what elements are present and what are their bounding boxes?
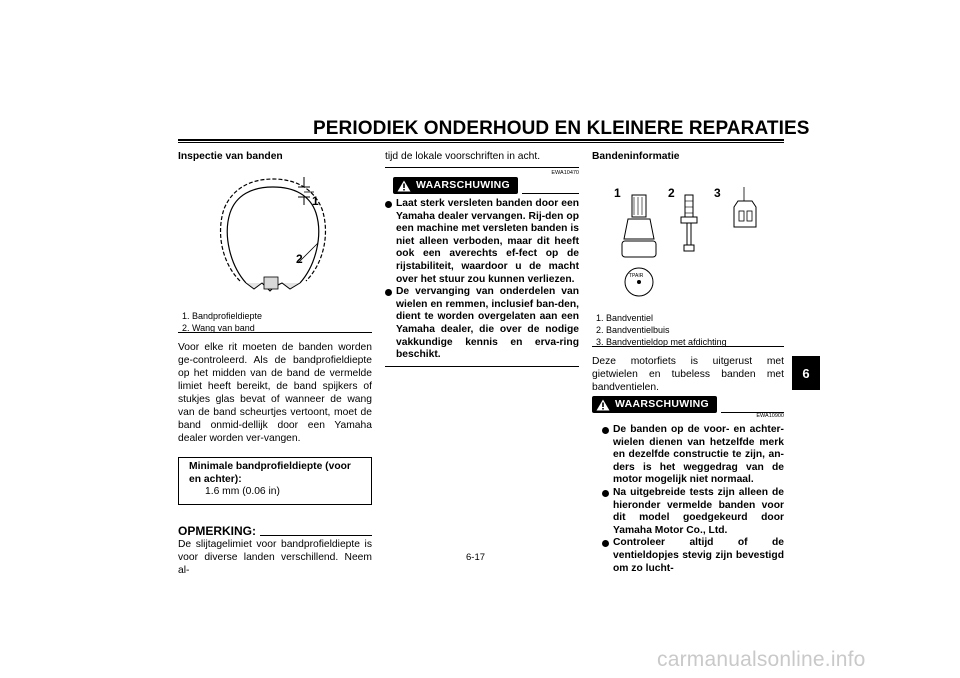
- figure-callout-3: 3: [714, 186, 721, 200]
- bullet-text: De banden op de voor- en achter-wielen dienen van hetzelfde merk en dezelfde constructie te zijn, an-ders is het weggedrag van de motor mogelijk niet normaal.: [613, 424, 784, 486]
- inspection-paragraph: Voor elke rit moeten de banden worden ge-controleerd. Als de bandprofieldiepte op het midden van de band de vermelde limiet heeft bereikt, de band spijkers of stukjes glas bevat of wanneer de wang van de band scheurtjes vertoont, moet de band onmid-dellijk door een Yamaha dealer worden ver-vangen.: [178, 342, 372, 444]
- warning-end-rule: [385, 366, 579, 367]
- page-number: 6-17: [466, 552, 486, 563]
- section-heading-tire-inspection: Inspectie van banden: [178, 151, 283, 162]
- warning-block: [592, 396, 784, 575]
- warning-bullets: [385, 198, 579, 362]
- figure-captions: [182, 310, 262, 340]
- note-heading: [178, 525, 372, 538]
- bullet-text: Na uitgebreide tests zijn alleen de hieronder vermelde banden voor dit model goedgekeurd door Yamaha Motor Co., Ltd.: [613, 486, 784, 536]
- bullet-icon: [602, 490, 609, 497]
- figure-captions: [596, 312, 727, 354]
- bullet-icon: [602, 427, 609, 434]
- svg-text:TPAIR: TPAIR: [629, 273, 644, 279]
- warning-code: EWA10900: [756, 413, 784, 419]
- list-item: [602, 537, 784, 575]
- bullet-icon: [602, 540, 609, 547]
- page-header-title: PERIODIEK ONDERHOUD EN KLEINERE REPARATIES: [313, 118, 810, 139]
- note-rule: [260, 535, 372, 536]
- tire-info-paragraph: Deze motorfiets is uitgerust met gietwielen en tubeless banden met bandventielen.: [592, 356, 784, 393]
- bullet-text: Controleer altijd of de ventieldopjes stevig zijn bevestigd om zo lucht-: [613, 537, 784, 574]
- tire-cross-section-illustration: [178, 165, 372, 299]
- header-rule: [178, 139, 784, 141]
- figure-callout-2: 2: [296, 252, 303, 266]
- column-2: [385, 150, 579, 367]
- warning-badge: [592, 396, 717, 413]
- warning-header: [592, 396, 784, 413]
- tire-tread-figure: [178, 165, 372, 333]
- warning-label: WAARSCHUWING: [416, 179, 511, 191]
- caption-item: 1. Bandprofieldiepte: [182, 311, 263, 321]
- watermark: carmanualsonline.info: [657, 648, 866, 671]
- list-item: [385, 198, 579, 286]
- column-1: [178, 150, 372, 577]
- warning-block: [385, 170, 579, 367]
- list-item: [385, 286, 579, 362]
- column-3: [592, 150, 784, 575]
- warning-rule: [522, 193, 579, 194]
- figure-callout-1: 1: [312, 194, 319, 208]
- list-item: [602, 424, 784, 487]
- note-label: OPMERKING:: [178, 523, 256, 538]
- continued-text: tijd de lokale voorschriften in acht.: [385, 150, 579, 168]
- valve-figure: [592, 165, 784, 347]
- chapter-tab: 6: [792, 356, 820, 390]
- warning-label: WAARSCHUWING: [615, 398, 710, 410]
- warning-code: EWA10470: [551, 170, 579, 176]
- header-rule-thin: [178, 142, 784, 143]
- caption-item: 3. Bandventieldop met afdichting: [596, 337, 727, 347]
- caption-item: 2. Bandventielbuis: [596, 325, 670, 335]
- bullet-text: Laat sterk versleten banden door een Yamaha dealer vervangen. Rij-den op een machine met versleten banden is niet alleen verboden, maar dit heeft ook een averechts ef-fect op de rijstabiliteit, waardoor u de macht over het stuur zou kunnen verliezen.: [396, 198, 579, 285]
- warning-badge: [393, 177, 518, 194]
- caption-item: 2. Wang van band: [182, 323, 255, 333]
- spec-box: [178, 457, 372, 505]
- bullet-icon: [385, 289, 392, 296]
- list-item: [602, 487, 784, 537]
- spec-value: 1.6 mm (0.06 in): [205, 486, 280, 497]
- caption-item: 1. Bandventiel: [596, 313, 654, 323]
- figure-callout-2: 2: [668, 186, 675, 200]
- bullet-icon: [385, 201, 392, 208]
- warning-triangle-icon: [397, 180, 411, 192]
- warning-header: [393, 177, 579, 194]
- bullet-text: De vervanging van onderdelen van wielen en remmen, inclusief ban-den, dient te worden overgelaten aan een Yamaha dealer, die over de nodige vakkundige kennis en erva-ring beschikt.: [396, 286, 579, 361]
- section-heading-tire-info: Bandeninformatie: [592, 151, 680, 162]
- spec-label: Minimale bandprofieldiepte (voor en achter):: [189, 461, 351, 485]
- note-paragraph: De slijtagelimiet voor bandprofieldiepte is voor diverse landen verschillend. Neem al-: [178, 538, 372, 576]
- warning-triangle-icon: [596, 399, 610, 411]
- warning-bullets: [602, 424, 784, 575]
- figure-callout-1: 1: [614, 186, 621, 200]
